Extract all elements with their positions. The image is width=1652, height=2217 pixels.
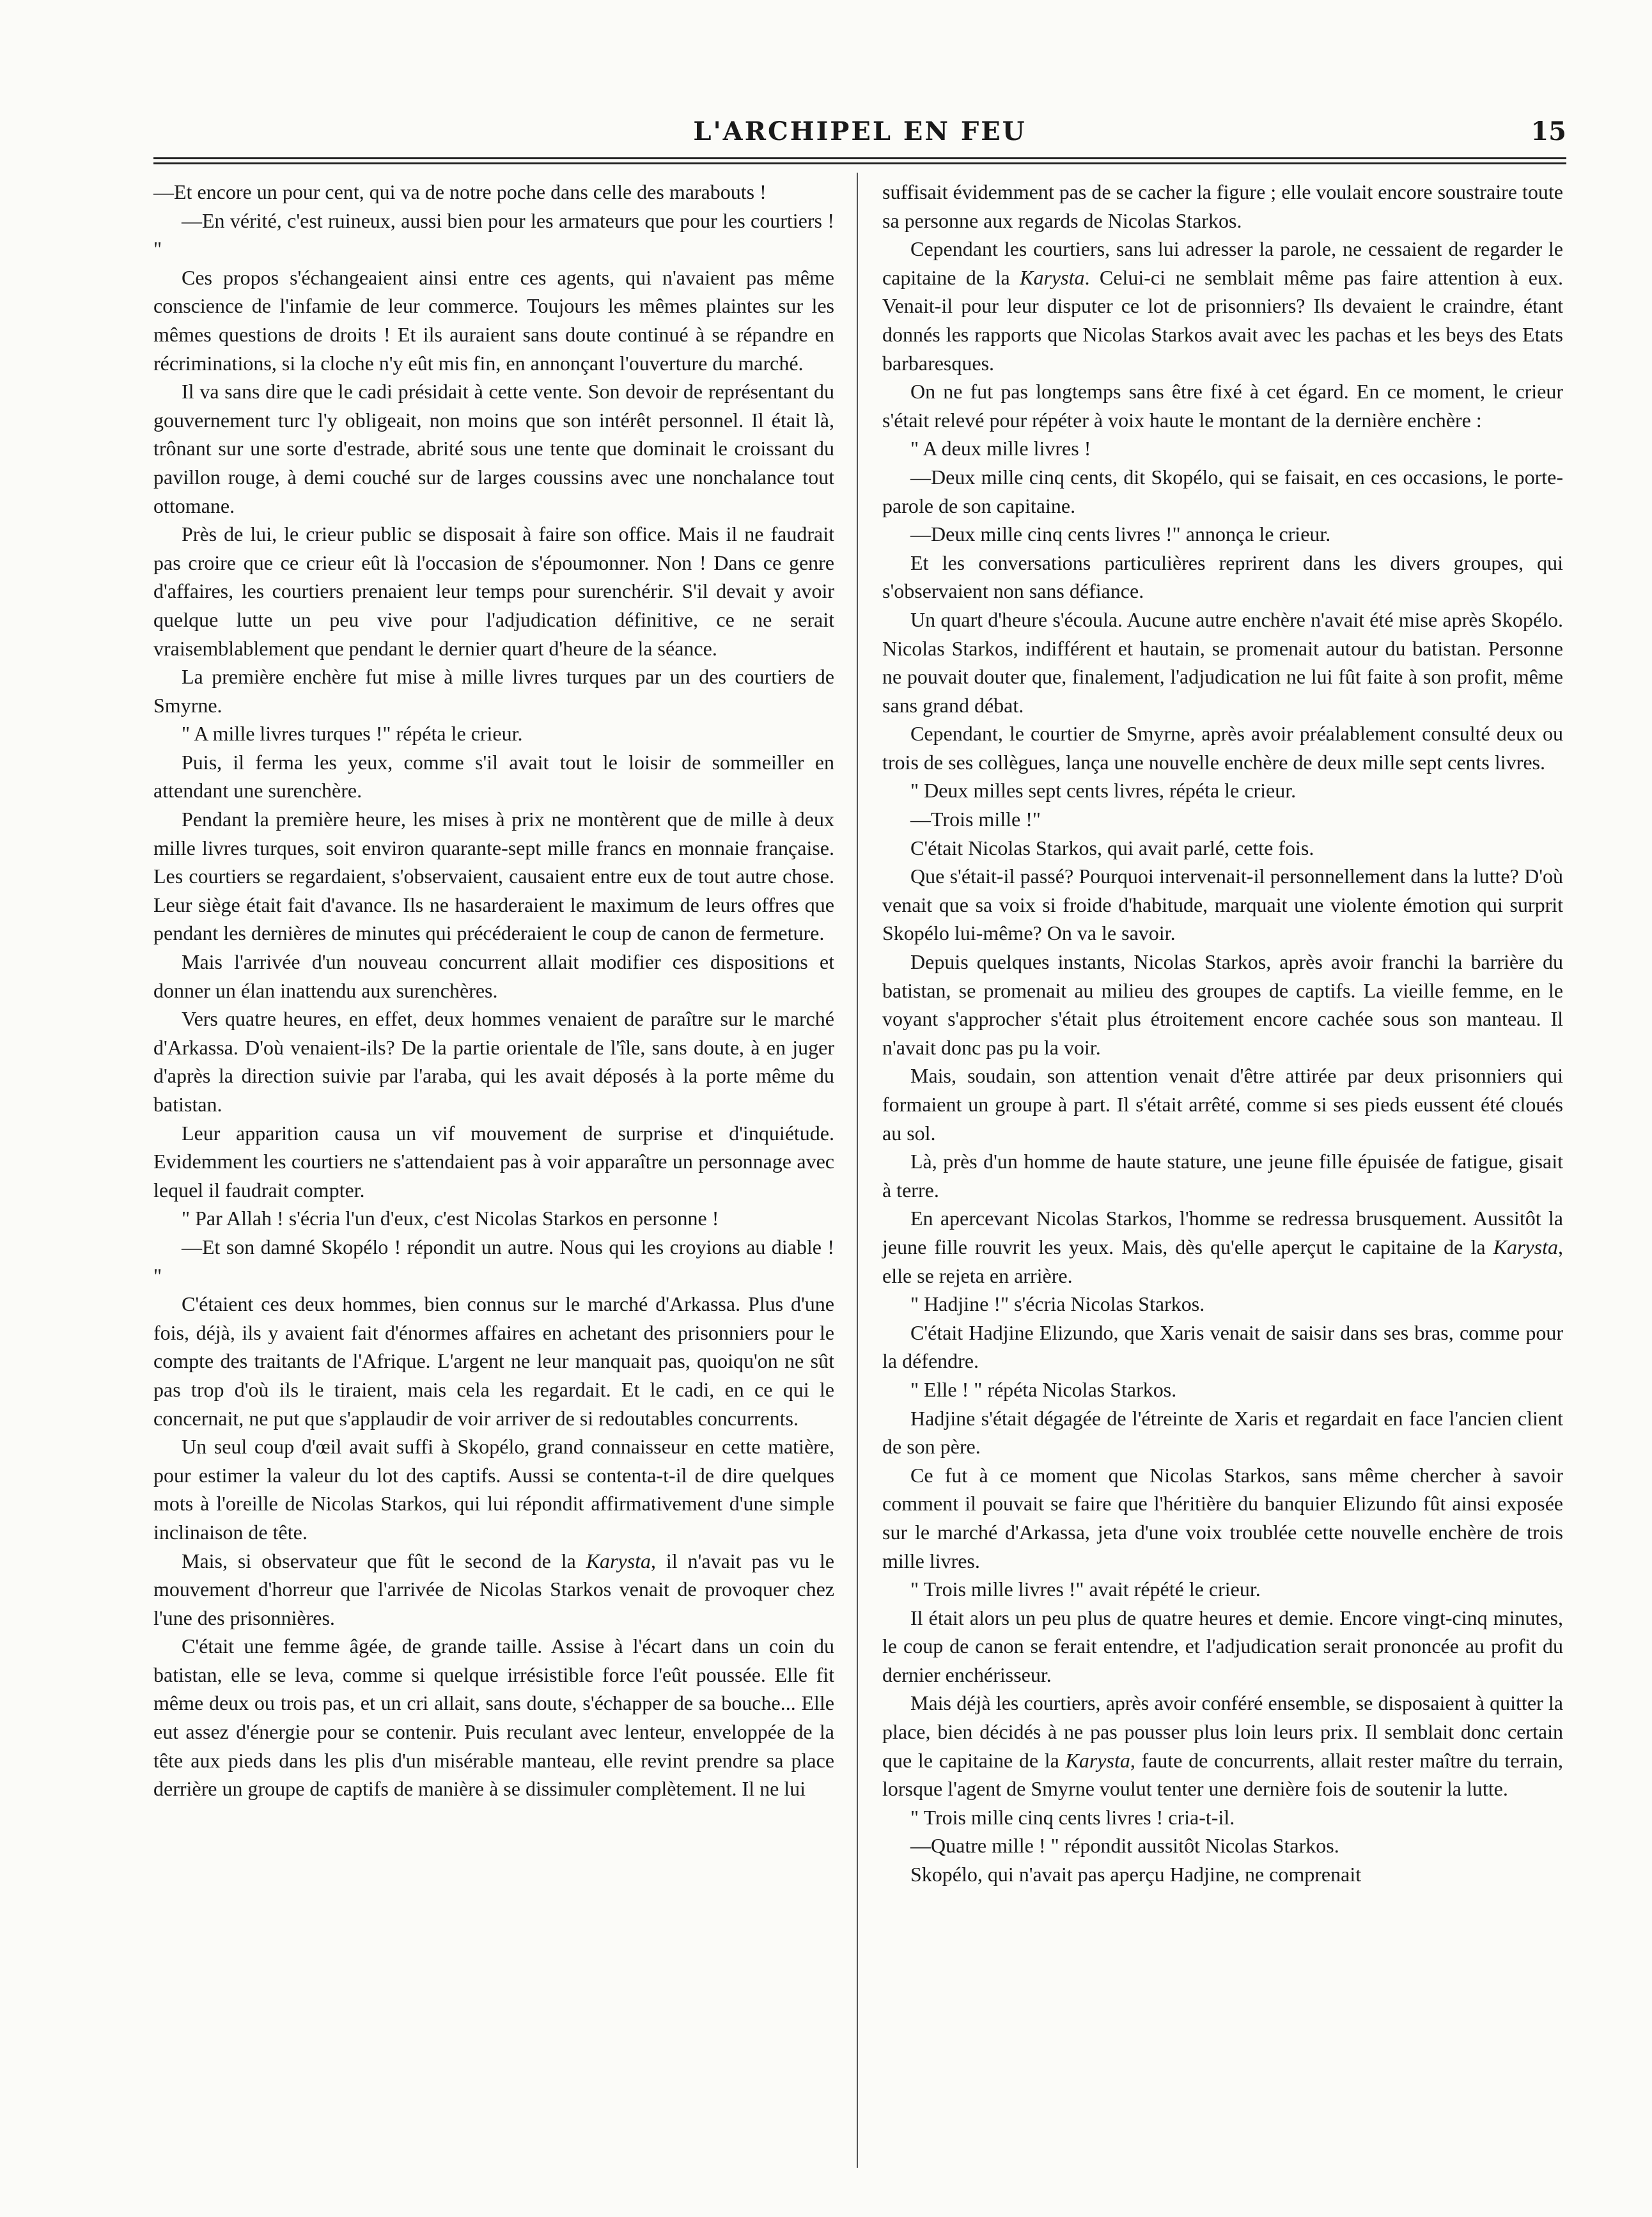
paragraph: " Hadjine !" s'écria Nicolas Starkos. bbox=[910, 1292, 1205, 1316]
paragraph: Depuis quelques instants, Nicolas Starkos, après avoir franchi la barrière du batistan, se promenait au milieu des groupes de captifs. La vieille femme, en le voyant s'approcher s'était plus étroitement encore cachée sous son manteau. Il n'avait donc pas pu la voir. bbox=[882, 950, 1563, 1059]
right-column bbox=[882, 178, 1563, 1889]
paragraph: —Et encore un pour cent, qui va de notre poche dans celle des marabouts ! bbox=[153, 180, 767, 203]
paragraph: On ne fut pas longtemps sans être fixé à cet égard. En ce moment, le crieur s'était relevé pour répéter à voix haute le montant de la dernière enchère : bbox=[882, 380, 1563, 432]
paragraph: " Trois mille cinq cents livres ! cria-t-il. bbox=[910, 1805, 1235, 1829]
paragraph: Un quart d'heure s'écoula. Aucune autre enchère n'avait été mise après Skopélo. Nicolas Starkos, indifférent et hautain, se promenait autour du batistan. Personne ne pouvait douter que, finalement, l'adjudication ne lui fût faite à son profit, même sans grand débat. bbox=[882, 607, 1563, 717]
paragraph: suffisait évidemment pas de se cacher la figure ; elle voulait encore soustraire toute sa personne aux regards de Nicolas Starkos. bbox=[882, 180, 1563, 232]
paragraph: La première enchère fut mise à mille livres turques par un des courtiers de Smyrne. bbox=[153, 665, 834, 717]
paragraph: C'étaient ces deux hommes, bien connus sur le marché d'Arkassa. Plus d'une fois, déjà, ils y avaient fait d'énormes affaires en achetant des prisonniers pour le compte des traitants de l'Afrique. L'argent ne leur manquait pas, quoiqu'on ne sût pas trop d'où ils le tiraient, mais cela les regardait. Et le cadi, en ce qui le concernait, ne put que s'applaudir de voir arriver de si redoutables concurrents. bbox=[153, 1292, 834, 1430]
ship-name: Karysta bbox=[586, 1549, 651, 1572]
paragraph: Leur apparition causa un vif mouvement de surprise et d'inquiétude. Evidemment les courtiers ne s'attendaient pas à voir apparaître un personnage avec lequel il faudrait compter. bbox=[153, 1121, 834, 1202]
paragraph: —En vérité, c'est ruineux, aussi bien pour les armateurs que pour les courtiers ! " bbox=[153, 208, 834, 261]
paragraph: Cependant les courtiers, sans lui adresser la parole, ne cessaient de regarder le capitaine de la Karysta. Celui-ci ne semblait même pas faire attention à eux. Venait-il pour leur disputer ce lot de prisonniers? Ils devaient le craindre, étant donnés les rapports que Nicolas Starkos avait avec les pachas et les beys des Etats barbaresques. bbox=[882, 237, 1564, 375]
paragraph: Près de lui, le crieur public se disposait à faire son office. Mais il ne faudrait pas croire que ce crieur eût là l'occasion de s'époumonner. Non ! Dans ce genre d'affaires, les courtiers prenaient leur temps pour surenchérir. S'il devait y avoir quelque lutte un peu vive pour l'adjudication définitive, ce ne serait vraisemblablement que pendant le dernier quart d'heure de la séance. bbox=[153, 522, 834, 660]
page-header bbox=[153, 114, 1566, 152]
paragraph: " Elle ! " répéta Nicolas Starkos. bbox=[910, 1377, 1177, 1401]
paragraph: Que s'était-il passé? Pourquoi intervenait-il personnellement dans la lutte? D'où venait que sa voix si froide d'habitude, marquait une violente émotion qui surprit Skopélo lui-même? On va le savoir. bbox=[882, 865, 1563, 945]
ship-name: Karysta bbox=[1493, 1235, 1558, 1258]
paragraph: " Par Allah ! s'écria l'un d'eux, c'est Nicolas Starkos en personne ! bbox=[182, 1207, 719, 1230]
ship-name: Karysta bbox=[1065, 1748, 1130, 1772]
running-title: L'ARCHIPEL EN FEU bbox=[693, 116, 1027, 146]
paragraph: Un seul coup d'œil avait suffi à Skopélo, grand connaisseur en cette matière, pour estimer la valeur du lot des captifs. Aussi se contenta-t-il de dire quelques mots à l'oreille de Nicolas Starkos, qui lui répondit affirmativement d'une simple inclinaison de tête. bbox=[153, 1435, 834, 1544]
ship-name: Karysta bbox=[1020, 265, 1085, 289]
paragraph: Il était alors un peu plus de quatre heures et demie. Encore vingt-cinq minutes, le coup de canon se ferait entendre, et l'adjudication serait prononcée au profit du dernier enchérisseur. bbox=[882, 1606, 1563, 1686]
paragraph: Et les conversations particulières reprirent dans les divers groupes, qui s'observaient non sans défiance. bbox=[882, 551, 1563, 603]
paragraph: Là, près d'un homme de haute stature, une jeune fille épuisée de fatigue, gisait à terre. bbox=[882, 1150, 1563, 1202]
paragraph: Puis, il ferma les yeux, comme s'il avait tout le loisir de sommeiller en attendant une surenchère. bbox=[153, 750, 834, 803]
header-rule-bottom bbox=[153, 162, 1566, 164]
paragraph: Vers quatre heures, en effet, deux hommes venaient de paraître sur le marché d'Arkassa. D'où venaient-ils? De la partie orientale de l'île, sans doute, à en juger d'après la direction suivie par l'araba, qui les avait déposés à la porte même du batistan. bbox=[153, 1007, 834, 1116]
paragraph: Ce fut à ce moment que Nicolas Starkos, sans même chercher à savoir comment il pouvait se faire que l'héritière du banquier Elizundo fût ainsi exposée sur le marché d'Arkassa, jeta d'une voix troublée cette nouvelle enchère de trois mille livres. bbox=[882, 1463, 1563, 1572]
paragraph: C'était Hadjine Elizundo, que Xaris venait de saisir dans ses bras, comme pour la défendre. bbox=[882, 1320, 1563, 1373]
paragraph: —Deux mille cinq cents livres !" annonça le crieur. bbox=[910, 522, 1331, 546]
paragraph: Ces propos s'échangeaient ainsi entre ces agents, qui n'avaient pas même conscience de l'infamie de leur commerce. Toujours les mêmes plaintes sur les mêmes questions de droits ! Et ils auraient sans doute continué à se répandre en récriminations, si la cloche n'y eût mis fin, en annonçant l'ouverture du marché. bbox=[153, 265, 834, 375]
paragraph: Mais l'arrivée d'un nouveau concurrent allait modifier ces dispositions et donner un élan inattendu aux surenchères. bbox=[153, 950, 834, 1002]
paragraph: En apercevant Nicolas Starkos, l'homme se redressa brusquement. Aussitôt la jeune fille rouvrit les yeux. Mais, dès qu'elle aperçut le capitaine de la Karysta, elle se rejeta en arrière. bbox=[882, 1207, 1563, 1287]
left-column bbox=[153, 178, 834, 1803]
paragraph: —Quatre mille ! " répondit aussitôt Nicolas Starkos. bbox=[910, 1834, 1339, 1858]
paragraph: " A deux mille livres ! bbox=[910, 437, 1091, 460]
paragraph: —Trois mille !" bbox=[910, 808, 1041, 831]
paragraph: Cependant, le courtier de Smyrne, après avoir préalablement consulté deux ou trois de ses collègues, lança une nouvelle enchère de deux mille sept cents livres. bbox=[882, 722, 1563, 774]
paragraph: —Deux mille cinq cents, dit Skopélo, qui se faisait, en ces occasions, le porte-parole de son capitaine. bbox=[882, 465, 1563, 517]
paragraph: C'était Nicolas Starkos, qui avait parlé, cette fois. bbox=[910, 836, 1314, 859]
page-number: 15 bbox=[1531, 116, 1566, 146]
column-divider bbox=[857, 173, 858, 2168]
paragraph: Pendant la première heure, les mises à prix ne montèrent que de mille à deux mille livres turques, soit environ quarante-sept mille francs en monnaie française. Les courtiers se regardaient, s'observaient, causaient entre eux de tout autre chose. Leur siège était fait d'avance. Ils ne hasarderaient le maximum de leurs offres que pendant les dernières de minutes qui précéderaient le coup de canon de fermeture. bbox=[153, 808, 834, 945]
paragraph: " Deux milles sept cents livres, répéta le crieur. bbox=[910, 779, 1297, 803]
paragraph: Mais déjà les courtiers, après avoir conféré ensemble, se disposaient à quitter la place, bien décidés à ne pas pousser plus loin leurs prix. Il semblait donc certain que le capitaine de la Karysta, faute de concurrents, allait rester maître du terrain, lorsque l'agent de Smyrne voulut tenter une dernière fois de soutenir la lutte. bbox=[882, 1691, 1564, 1801]
header-rule-top bbox=[153, 157, 1566, 159]
paragraph: Mais, si observateur que fût le second de la Karysta, il n'avait pas vu le mouvement d'horreur que l'arrivée de Nicolas Starkos venait de provoquer chez l'une des prisonnières. bbox=[153, 1549, 835, 1629]
paragraph: —Et son damné Skopélo ! répondit un autre. Nous qui les croyions au diable ! " bbox=[153, 1235, 834, 1287]
paragraph: Mais, soudain, son attention venait d'être attirée par deux prisonniers qui formaient un groupe à part. Il s'était arrêté, comme si ses pieds eussent été cloués au sol. bbox=[882, 1064, 1563, 1145]
paragraph: C'était une femme âgée, de grande taille. Assise à l'écart dans un coin du batistan, elle se leva, comme si quelque irrésistible force l'eût poussée. Elle fit même deux ou trois pas, et un cri allait, sans doute, s'échapper de sa bouche... Elle eut assez d'énergie pour se contenir. Puis reculant avec lenteur, enveloppée de la tête aux pieds dans les plis d'un misérable manteau, elle revint prendre sa place derrière un groupe de captifs de manière à se dissimuler complètement. Il ne lui bbox=[153, 1634, 834, 1801]
paragraph: " Trois mille livres !" avait répété le crieur. bbox=[910, 1578, 1261, 1601]
paragraph: Il va sans dire que le cadi présidait à cette vente. Son devoir de représentant du gouvernement turc l'y obligeait, non moins que son intérêt personnel. Il était là, trônant sur une sorte d'estrade, abrité sous une tente que dominait le croissant du pavillon rouge, à demi couché sur de larges coussins avec une nonchalance tout ottomane. bbox=[153, 380, 834, 517]
paragraph: " A mille livres turques !" répéta le crieur. bbox=[182, 722, 523, 746]
paragraph: Hadjine s'était dégagée de l'étreinte de Xaris et regardait en face l'ancien client de son père. bbox=[882, 1406, 1563, 1459]
paragraph: Skopélo, qui n'avait pas aperçu Hadjine, ne comprenait bbox=[910, 1863, 1362, 1886]
